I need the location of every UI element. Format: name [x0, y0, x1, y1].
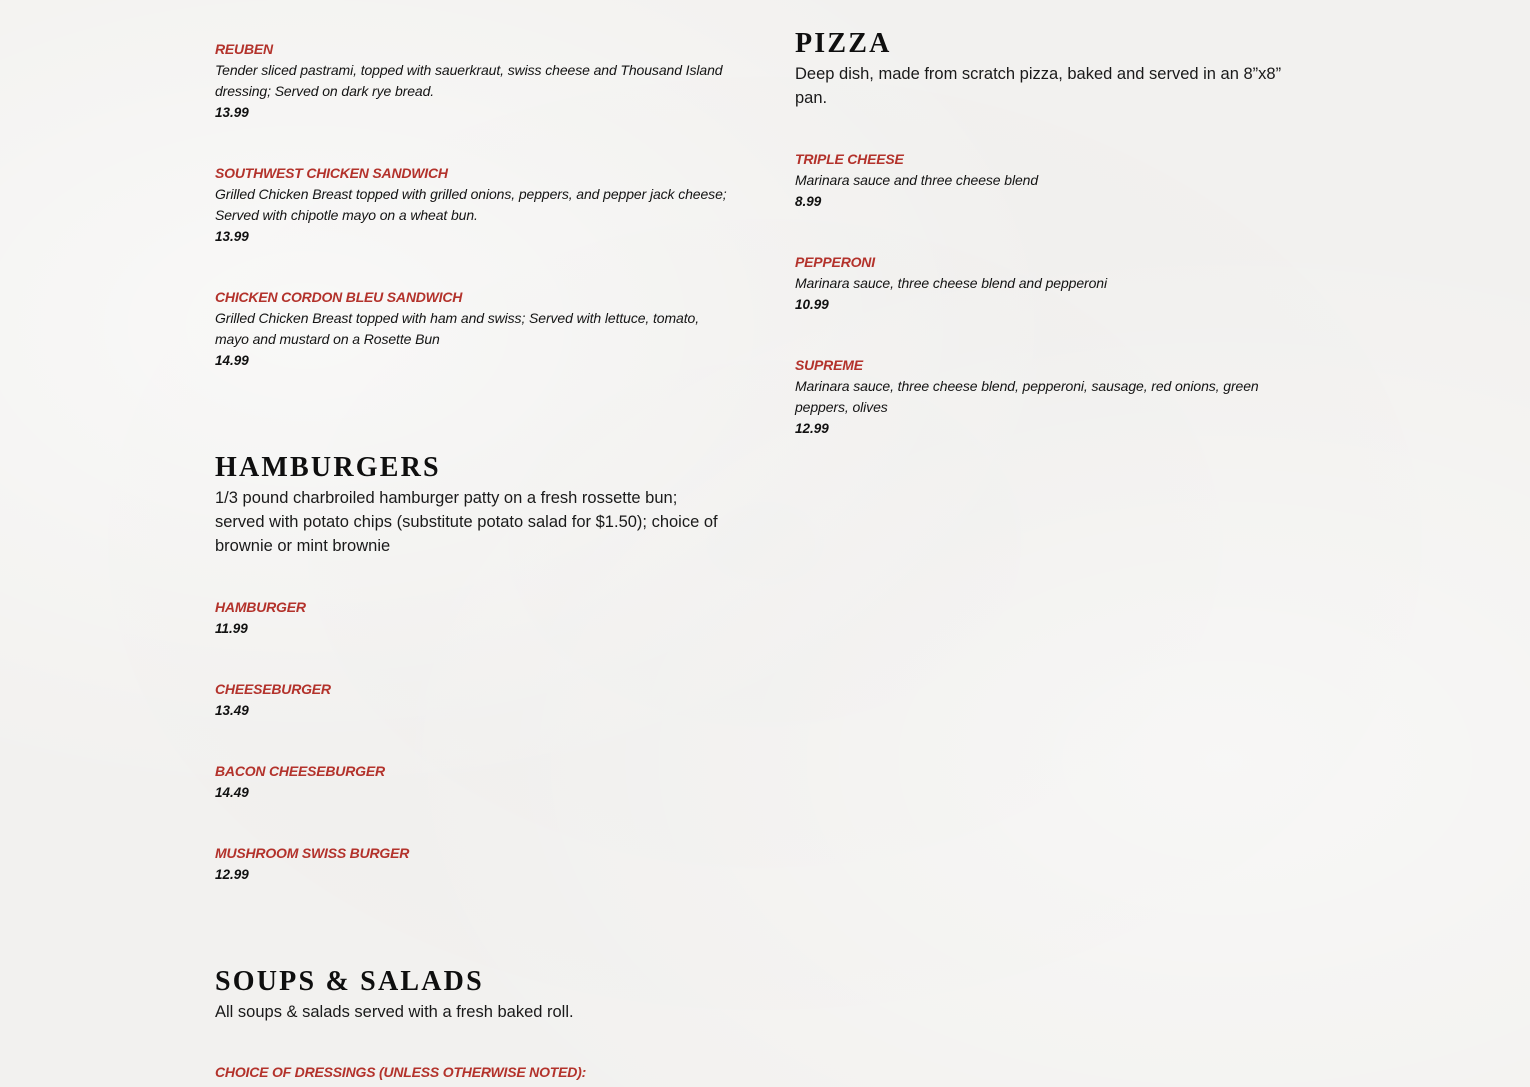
- section-description: 1/3 pound charbroiled hamburger patty on a fresh rossette bun; served with potato chips (substitute potato salad for $1.50); choice of brownie or mint brownie: [215, 489, 718, 555]
- item-price: 11.99: [215, 621, 248, 636]
- item-description: Marinara sauce, three cheese blend and pepperoni: [795, 275, 1107, 291]
- menu-item-pepperoni: [795, 252, 1295, 315]
- menu-item-southwest-chicken-sandwich: [215, 163, 730, 247]
- item-price: 13.99: [215, 229, 249, 244]
- menu-item-hamburger: [215, 597, 730, 639]
- item-description: Marinara sauce, three cheese blend, pepperoni, sausage, red onions, green peppers, olives: [795, 378, 1259, 415]
- item-price: 10.99: [795, 297, 829, 312]
- pizza-section-header: [795, 28, 1295, 110]
- item-name: BACON CHEESEBURGER: [215, 763, 385, 779]
- item-name: TRIPLE CHEESE: [795, 151, 904, 167]
- menu-item-cheeseburger: [215, 679, 730, 721]
- item-price: 13.49: [215, 703, 249, 718]
- menu-item-mushroom-swiss-burger: [215, 843, 730, 885]
- item-price: 12.99: [215, 867, 249, 882]
- hamburgers-section-header: [215, 452, 730, 558]
- section-description: Deep dish, made from scratch pizza, baked and served in an 8”x8” pan.: [795, 65, 1282, 107]
- item-name: HAMBURGER: [215, 599, 306, 615]
- item-name: SUPREME: [795, 357, 863, 373]
- item-price: 14.99: [215, 353, 249, 368]
- item-name: SOUTHWEST CHICKEN SANDWICH: [215, 165, 448, 181]
- item-price: 13.99: [215, 105, 249, 120]
- item-description: Grilled Chicken Breast topped with ham and swiss; Served with lettuce, tomato, mayo and mustard on a Rosette Bun: [215, 310, 699, 347]
- item-name: PEPPERONI: [795, 254, 875, 270]
- item-description: Marinara sauce and three cheese blend: [795, 172, 1039, 188]
- item-description: Grilled Chicken Breast topped with grilled onions, peppers, and pepper jack cheese; Served with chipotle mayo on a wheat bun.: [215, 186, 727, 223]
- section-title-hamburgers: HAMBURGERS: [215, 452, 441, 483]
- item-name: CHEESEBURGER: [215, 681, 331, 697]
- item-price: 12.99: [795, 421, 829, 436]
- item-name: CHICKEN CORDON BLEU SANDWICH: [215, 289, 463, 305]
- item-name: REUBEN: [215, 41, 273, 57]
- section-title-soups-salads: SOUPS & SALADS: [215, 966, 484, 997]
- menu-item-chicken-cordon-bleu-sandwich: [215, 287, 730, 371]
- menu-item-supreme: [795, 355, 1295, 439]
- section-title-pizza: PIZZA: [795, 28, 892, 59]
- menu-item-choice-of-dressings: [215, 1062, 730, 1083]
- menu-item-reuben: [215, 39, 730, 123]
- item-description: Tender sliced pastrami, topped with sauerkraut, swiss cheese and Thousand Island dressing; Served on dark rye bread.: [215, 62, 723, 99]
- soups-salads-section-header: [215, 966, 730, 1024]
- item-name: MUSHROOM SWISS BURGER: [215, 845, 410, 861]
- item-price: 8.99: [795, 194, 822, 209]
- item-name: CHOICE OF DRESSINGS (UNLESS OTHERWISE NOTED):: [215, 1064, 587, 1080]
- item-price: 14.49: [215, 785, 249, 800]
- menu-item-bacon-cheeseburger: [215, 761, 730, 803]
- section-description: All soups & salads served with a fresh baked roll.: [215, 1003, 574, 1021]
- menu-item-triple-cheese: [795, 149, 1295, 212]
